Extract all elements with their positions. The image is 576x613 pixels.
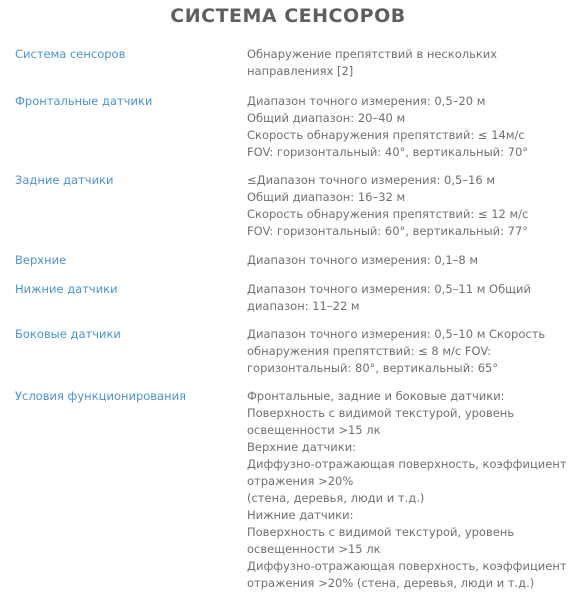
spec-value-line: (стена, деревья, люди и т.д.)	[247, 491, 425, 505]
spec-value-line: Нижние датчики:	[247, 508, 354, 522]
spec-label: Задние датчики	[15, 173, 114, 187]
spec-label: Система сенсоров	[15, 47, 126, 61]
spec-value-line: отражения >20% (стена, деревья, люди и т.д.)	[247, 576, 535, 590]
spec-value-line: FOV: горизонтальный: 60°, вертикальный: 77°	[247, 224, 529, 238]
spec-label: Боковые датчики	[15, 327, 121, 341]
spec-value	[247, 46, 565, 80]
spec-value-line: Скорость обнаружения препятствий: ≤ 12 м/с	[247, 207, 529, 221]
spec-row-bottom-sensors	[15, 281, 565, 315]
spec-value-line: Поверхность с видимой текстурой, уровень	[247, 406, 515, 420]
spec-row-sensor-system	[15, 46, 565, 80]
spec-value-line: диапазон: 11–22 м	[247, 299, 360, 313]
spec-value-line: направлениях [2]	[247, 64, 354, 78]
spec-row-top-sensors	[15, 252, 565, 269]
spec-value-line: отражения >20%	[247, 474, 354, 488]
spec-value-line: Диапазон точного измерения: 0,5–20 м	[247, 94, 486, 108]
spec-value-line: Общий диапазон: 16–32 м	[247, 190, 406, 204]
spec-label: Фронтальные датчики	[15, 94, 153, 108]
spec-value-line: освещенности >15 лк	[247, 542, 381, 556]
specs-table	[15, 46, 565, 592]
spec-row-front-sensors	[15, 93, 565, 161]
spec-row-operating-conditions	[15, 388, 565, 592]
spec-value-line: обнаружения препятствий: ≤ 8 м/с FOV:	[247, 344, 492, 358]
spec-value-line: Диапазон точного измерения: 0,5–11 м Общий	[247, 282, 531, 296]
spec-value	[247, 326, 565, 377]
spec-row-side-sensors	[15, 326, 565, 377]
spec-value-line: Обнаружение препятствий в нескольких	[247, 47, 498, 61]
spec-value	[247, 172, 565, 240]
spec-value-line: Верхние датчики:	[247, 440, 357, 454]
spec-label: Верхние	[15, 253, 67, 267]
spec-value-line: Фронтальные, задние и боковые датчики:	[247, 389, 505, 403]
spec-value-line: Скорость обнаружения препятствий: ≤ 14м/с	[247, 128, 525, 142]
spec-value-line: Диапазон точного измерения: 0,5–10 м Скорость	[247, 327, 546, 341]
spec-value	[247, 281, 565, 315]
spec-value	[247, 388, 567, 592]
spec-value-line: ≤Диапазон точного измерения: 0,5–16 м	[247, 173, 496, 187]
spec-value-line: Поверхность с видимой текстурой, уровень	[247, 525, 515, 539]
spec-label: Условия функционирования	[15, 389, 187, 403]
spec-value	[247, 93, 565, 161]
spec-value	[247, 252, 565, 269]
spec-value-line: Диффузно-отражающая поверхность, коэффициент	[247, 559, 567, 573]
page-title: СИСТЕМА СЕНСОРОВ	[170, 5, 406, 27]
spec-value-line: горизонтальный: 80°, вертикальный: 65°	[247, 361, 499, 375]
spec-value-line: FOV: горизонтальный: 40°, вертикальный: 70°	[247, 145, 529, 159]
spec-value-line: Диапазон точного измерения: 0,1–8 м	[247, 253, 479, 267]
spec-value-line: Диффузно-отражающая поверхность, коэффициент	[247, 457, 567, 471]
spec-value-line: освещенности >15 лк	[247, 423, 381, 437]
spec-row-rear-sensors	[15, 172, 565, 240]
spec-label: Нижние датчики	[15, 282, 118, 296]
spec-value-line: Общий диапазон: 20–40 м	[247, 111, 406, 125]
